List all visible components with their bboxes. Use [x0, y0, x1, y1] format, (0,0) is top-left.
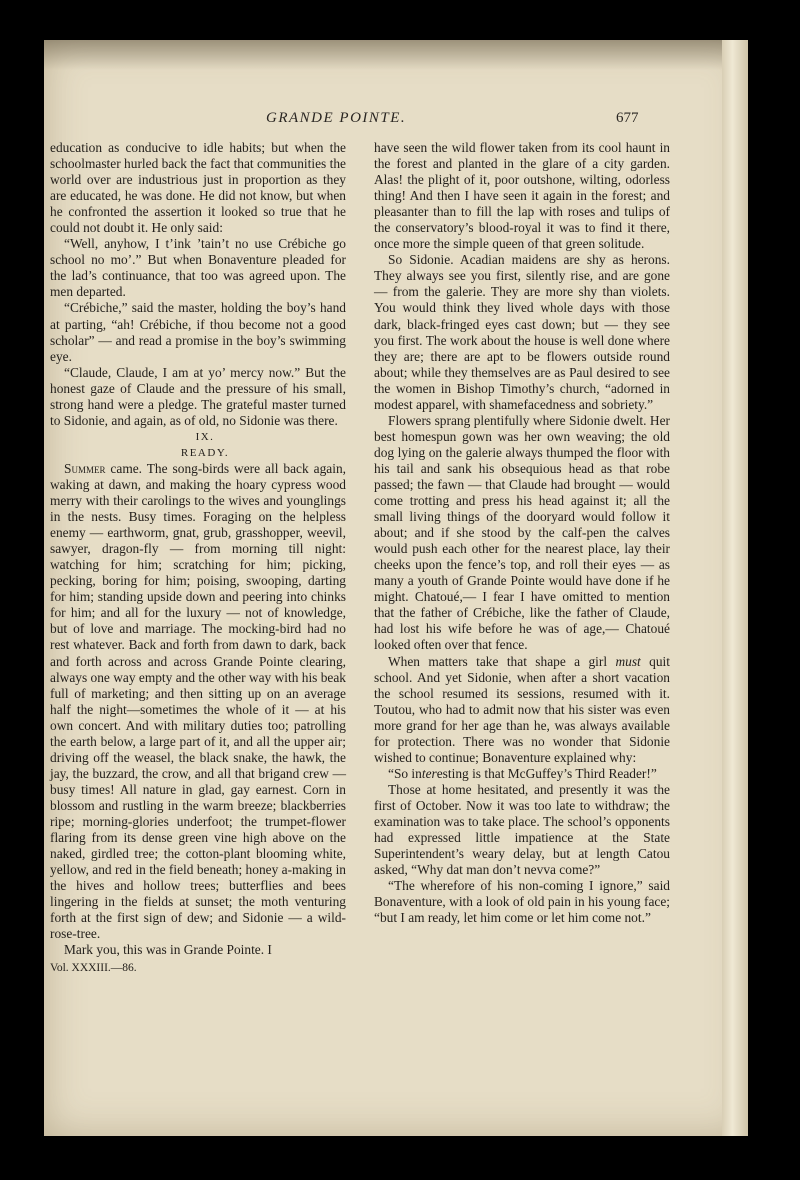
page-edge: [722, 40, 748, 1136]
paragraph-text: esting is that McGuffey’s Third Reader!”: [436, 765, 657, 781]
left-column: [50, 140, 346, 976]
paragraph-lead-word: Summer: [64, 460, 106, 476]
paragraph: [50, 461, 346, 942]
paragraph: Flowers sprang plentifully where Sidonie dwelt. Her best homespun gown was her own weaving; the old dog lying on the galerie always thumped the floor with his tail and sank his obsequious head as that robe passed; the fawn — that Claude had brought — would come trotting and press his head against it; all the small living things of the dooryard would follow it about; and if she stood by the calf-pen the calves would push each other for the nearest place, lay their cheeks upon the fence’s top, and roll their eyes — as many a youth of Grande Pointe would have done if he might. Chatoué,— I fear I have omitted to mention that the father of Crébiche, like the father of Claude, had lost his wife before he was of age,— Chatoué looked often over that fence.: [374, 412, 670, 653]
paragraph: [374, 766, 670, 782]
book-page: [44, 40, 748, 1136]
paragraph: Mark you, this was in Grande Pointe. I: [64, 942, 272, 958]
paragraph-text: “So in: [388, 765, 422, 781]
page-number: 677: [616, 110, 639, 126]
paragraph: education as conducive to idle habits; but when the schoolmaster hurled back the fact that communities the world over are industrious just in proportion as they are educated, he was done. He did not know, but when he confronted the assertion it looked so true that he could not doubt it. He only said:: [50, 140, 346, 236]
paragraph: So Sidonie. Acadian maidens are shy as herons. They always see you first, silently rise, and are gone — from the galerie. They are more shy than violets. You would think they lived whole days with those dark, black-fringed eyes cast down; but — they see you first. The work about the house is well done where they are; there are apt to be flowers outside round about; while they themselves are as Paul desired to see the women in Bishop Timothy’s church, “adorned in modest apparel, with shamefacedness and sobriety.”: [374, 252, 670, 412]
section-title: READY.: [180, 446, 230, 459]
section-number: IX.: [195, 430, 215, 443]
paragraph: [374, 654, 670, 766]
page-fold-shadow: [44, 40, 748, 70]
paragraph-text: quit school. And yet Sidonie, when after a short vacation the school resumed its sessions, resumed with it. Toutou, who had to admit now that his sister was even more grand for her age than he, was always available for protection. There was no wonder that Sidonie wished to continue; Bonaventure explained why:: [374, 653, 670, 765]
emphasis: must: [615, 653, 641, 669]
paragraph: Those at home hesitated, and presently it was the first of October. Now it was too late to withdraw; the examination was to take place. The school’s opponents had expressed little impatience at the State Superintendent’s weary delay, but at length Catou asked, “Why dat man don’t nevva come?”: [374, 781, 670, 878]
paragraph: have seen the wild flower taken from its cool haunt in the forest and planted in the glare of a city garden. Alas! the plight of it, poor outshone, wilting, odorless thing! And then I have seen it again in the forest; and pleasanter than to fill the lap with roses and tulips of the conservatory’s blood-royal it was to find it there, once more the simple queen of that green solitude.: [374, 140, 670, 252]
signature-mark: Vol. XXXIII.—86.: [50, 962, 137, 975]
page-header: [44, 110, 748, 132]
paragraph-text: came. The song-birds were all back again, waking at dawn, and making the hoary cypress wood merry with their carolings to the wives and younglings in the nests. Busy times. Foraging on the helpless enemy — earthworm, gnat, grub, grasshopper, weevil, sawyer, dragon-fly — from morning till night: watching for him; scratching for him; picking, pecking, boring for him; poising, swooping, darting for him; standing upside down and peering into chinks for him; and all for the luxury — not of knowledge, but of love and marriage. The mocking-bird had no rest whatever. Back and forth from dawn to dark, back and forth across and across Grande Pointe clearing, always one way empty and the other way with his beak full of marketing; and then sitting up on an average half the night—sometimes the whole of it — at his own concert. And with military duties too; patrolling the earth below, a large part of it, and all the upper air; driving off the weasel, the black snake, the hawk, the jay, the buzzard, the crow, and all that brigand crew — busy times! All nature in glad, gay earnest. Corn in blossom and rustling in the warm breeze; blackberries ripe; morning-glories underfoot; the trumpet-flower flaring from its dense green vine high above on the naked, girdled tree; the cotton-plant blooming white, yellow, and red in the field beneath; honey a-making in the hives and hollow trees; butterflies and bees lingering in the fields at sunset; the moth venturing forth at the first sign of dew; and Sidonie — a wild-rose-tree.: [50, 460, 346, 942]
right-column: [374, 140, 670, 926]
paragraph-text: When matters take that shape a girl: [388, 653, 616, 669]
running-head: GRANDE POINTE.: [266, 110, 407, 126]
paragraph: “The wherefore of his non-coming I ignore,” said Bonaventure, with a look of old pain in his young face; “but I am ready, let him come or let him come not.”: [374, 878, 670, 926]
paragraph: “Crébiche,” said the master, holding the boy’s hand at parting, “ah! Crébiche, if thou become not a good scholar” — and read a promise in the boy’s swimming eye.: [50, 300, 346, 364]
emphasis: ter: [421, 765, 437, 781]
paragraph: “Claude, Claude, I am at yo’ mercy now.” But the honest gaze of Claude and the pressure of his small, strong hand were a pledge. The grateful master turned to Sidonie, and again, as of old, no Sidonie was there.: [50, 364, 346, 428]
paragraph: “Well, anyhow, I t’ink ’tain’t no use Crébiche go school no mo’.” But when Bonaventure pleaded for the lad’s continuance, that too was agreed upon. The men departed.: [50, 236, 346, 300]
